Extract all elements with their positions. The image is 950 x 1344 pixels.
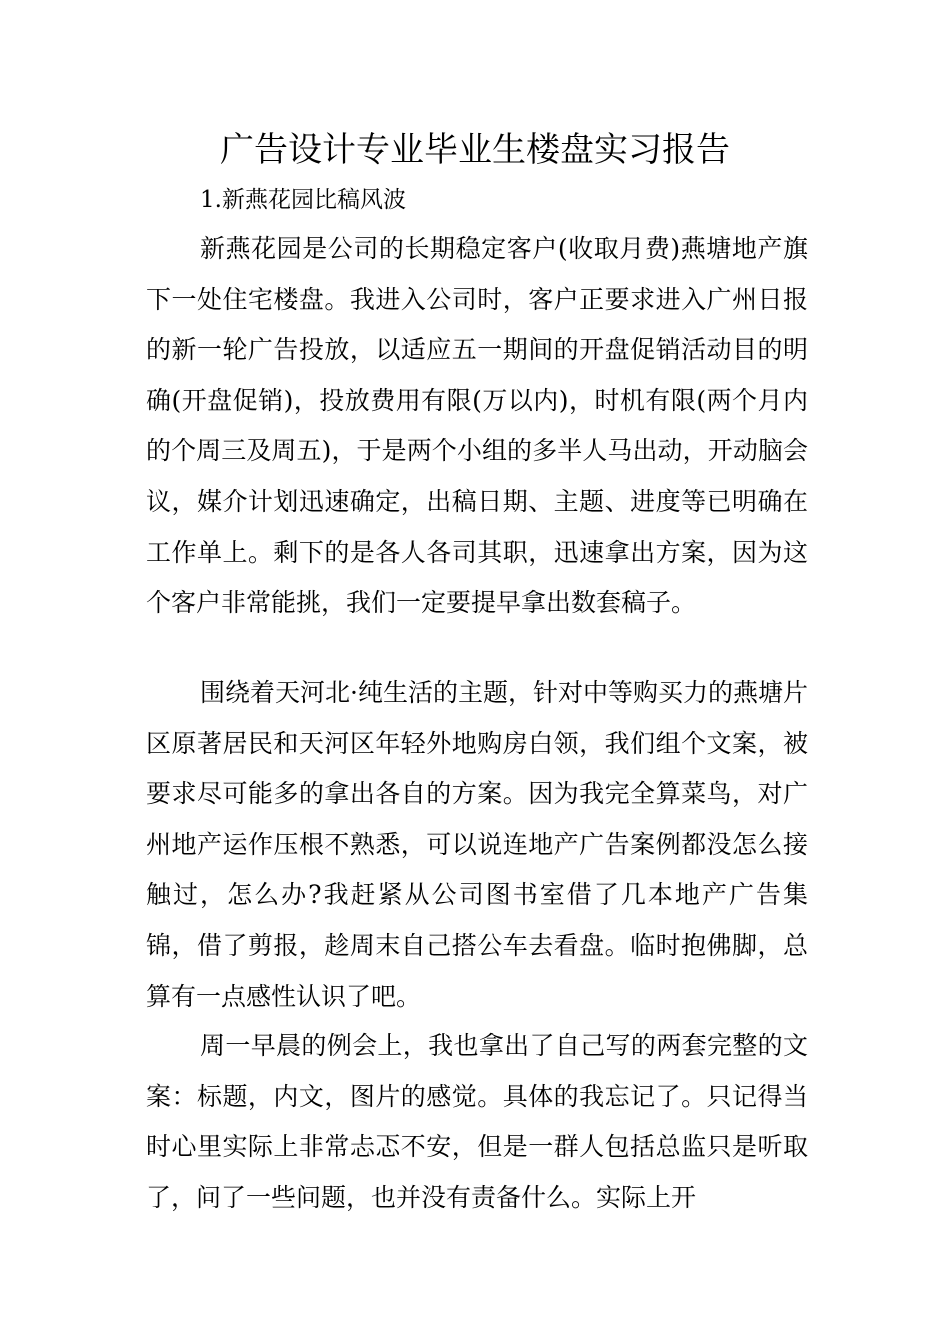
body-paragraph: 围绕着天河北·纯生活的主题，针对中等购买力的燕塘片区原著居民和天河区年轻外地购房白领，我们组个文案，被要求尽可能多的拿出各自的方案。因为我完全算菜鸟，对广州地产运作压根不熟悉，可以说连地产广告案例都没怎么接触过，怎么办?我赶紧从公司图书室借了几本地产广告集锦，借了剪报，趁周末自己搭公车去看盘。临时抱佛脚，总算有一点感性认识了吧。: [146, 678, 808, 1011]
body-paragraph: 新燕花园是公司的长期稳定客户(收取月费)燕塘地产旗下一处住宅楼盘。我进入公司时，客户正要求进入广州日报的新一轮广告投放，以适应五一期间的开盘促销活动目的明确(开盘促销)，投放费用有限(万以内)，时机有限(两个月内的个周三及周五)，于是两个小组的多半人马出动，开动脑会议，媒介计划迅速确定，出稿日期、主题、进度等已明确在工作单上。剩下的是各人各司其职，迅速拿出方案，因为这个客户非常能挑，我们一定要提早拿出数套稿子。: [146, 234, 808, 618]
document-title: 广告设计专业毕业生楼盘实习报告: [220, 130, 730, 170]
section-heading: 1.新燕花园比稿风波: [200, 187, 406, 213]
body-paragraph: 周一早晨的例会上，我也拿出了自己写的两套完整的文案：标题，内文，图片的感觉。具体的我忘记了。只记得当时心里实际上非常忐忑不安，但是一群人包括总监只是听取了，问了一些问题，也并没有责备什么。实际上开: [146, 1031, 808, 1212]
